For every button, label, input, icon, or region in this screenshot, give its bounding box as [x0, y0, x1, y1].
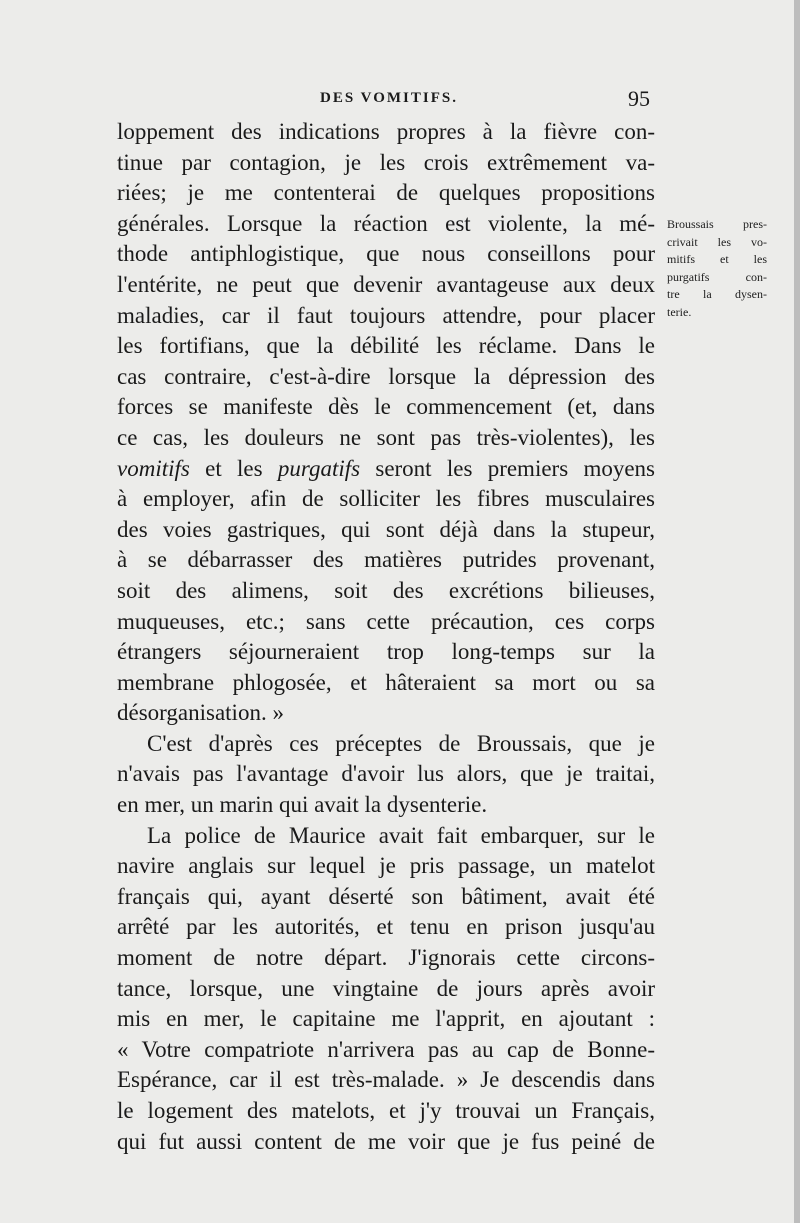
text-line: français qui, ayant déserté son bâtiment, avait été — [117, 883, 655, 909]
margin-note-line: mitifs et les — [667, 252, 767, 266]
running-head — [120, 86, 650, 116]
text-line: mis en mer, le capitaine me l'apprit, en ajoutant : — [117, 1006, 655, 1032]
text-line: navire anglais sur lequel je pris passage, un matelot — [117, 853, 655, 879]
body-text — [117, 117, 655, 1157]
text-line: à se débarrasser des matières putrides provenant, — [117, 547, 655, 573]
text-line: « Votre compatriote n'arrivera pas au cap de Bonne- — [117, 1036, 655, 1062]
italic-term-purgatifs: purgatifs — [277, 455, 361, 481]
text-line: à employer, afin de solliciter les fibres musculaires — [117, 486, 655, 512]
text-line: muqueuses, etc.; sans cette précaution, ces corps — [117, 608, 655, 634]
text-line: riées; je me contenterai de quelques propositions — [117, 180, 655, 206]
text-line: qui fut aussi content de me voir que je fus peiné de — [117, 1128, 655, 1154]
text-line: loppement des indications propres à la fièvre con- — [117, 119, 655, 144]
margin-note-line: purgatifs con- — [667, 269, 767, 284]
margin-note — [667, 216, 767, 321]
text-line: en mer, un marin qui avait la dysenterie. — [117, 792, 488, 818]
text-line: forces se manifeste dès le commencement (et, dans — [117, 394, 655, 420]
text-line: soit des alimens, soit des excrétions bilieuses, — [117, 577, 655, 603]
margin-note-line: crivait les vo- — [667, 234, 767, 249]
text-line: arrêté par les autorités, et tenu en prison jusqu'au — [117, 914, 655, 940]
text-line: le logement des matelots, et j'y trouvai un Français, — [117, 1098, 655, 1123]
text-fragment: et les — [189, 455, 278, 481]
text-line: tance, lorsque, une vingtaine de jours après avoir — [117, 975, 655, 1001]
text-line: Espérance, car il est très-malade. » Je descendis dans — [117, 1067, 655, 1093]
text-line: thode antiphlogistique, que nous conseillons pour — [117, 241, 655, 267]
text-line: l'entérite, ne peut que devenir avantageuse aux deux — [117, 271, 655, 297]
margin-note-line: tre la dysen- — [667, 287, 767, 301]
text-line: cas contraire, c'est-à-dire lorsque la dépression des — [117, 363, 655, 389]
running-title: DES VOMITIFS. — [320, 90, 458, 106]
page-number: 95 — [628, 86, 650, 111]
text-line: moment de notre départ. J'ignorais cette circons- — [117, 945, 655, 971]
text-line: ce cas, les douleurs ne sont pas très-violentes), les — [117, 424, 655, 450]
text-line: n'avais pas l'avantage d'avoir lus alors, que je traitai, — [117, 761, 655, 787]
text-line: des voies gastriques, qui sont déjà dans la stupeur, — [117, 516, 655, 542]
text-line: étrangers séjourneraient trop long-temps sur la — [117, 639, 655, 665]
text-line: C'est d'après ces préceptes de Broussais, que je — [147, 730, 655, 756]
text-line: maladies, car il faut toujours attendre, pour placer — [117, 302, 655, 328]
text-line: générales. Lorsque la réaction est violente, la mé- — [117, 210, 655, 236]
text-line: membrane phlogosée, et hâteraient sa mort ou sa — [117, 669, 655, 695]
text-line: tinue par contagion, je les crois extrêmement va- — [117, 149, 655, 175]
text-line-with-italics — [117, 454, 655, 485]
margin-note-line: terie. — [667, 304, 692, 319]
margin-note-line: Broussais pres- — [667, 217, 767, 231]
text-line: La police de Maurice avait fait embarquer, sur le — [147, 822, 655, 848]
text-line: les fortifians, que la débilité les réclame. Dans le — [117, 333, 655, 359]
italic-term-vomitifs: vomitifs — [117, 455, 190, 481]
text-line: désorganisation. » — [117, 700, 284, 726]
text-fragment: seront les premiers moyens — [360, 455, 655, 481]
